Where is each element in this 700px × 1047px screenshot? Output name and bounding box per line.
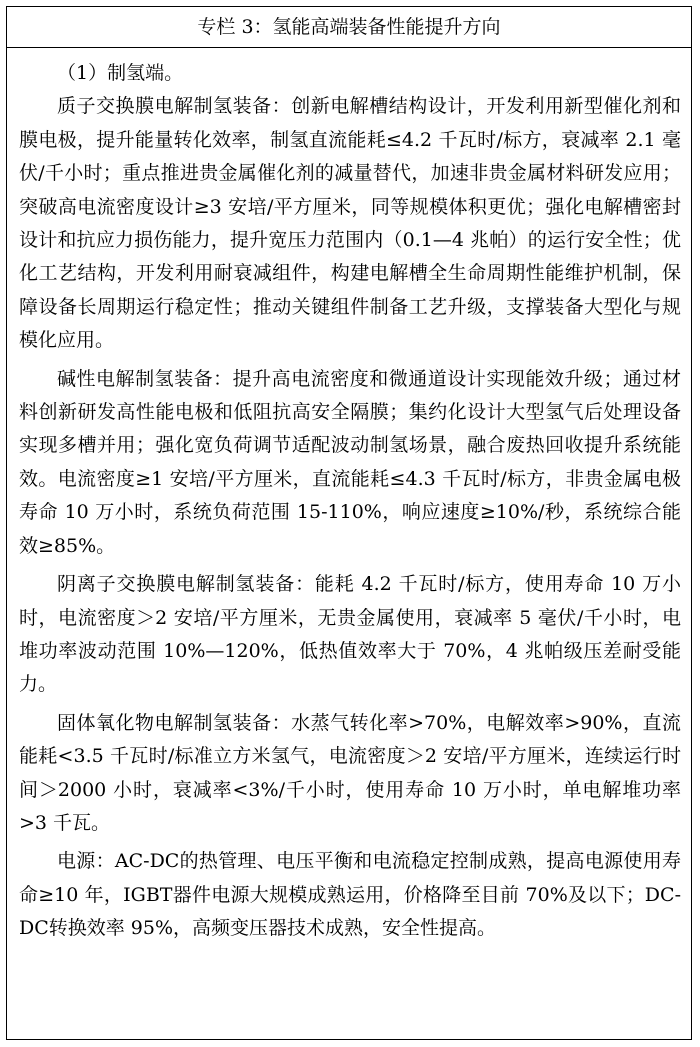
paragraph-power: 电源：AC-DC的热管理、电压平衡和电流稳定控制成熟，提高电源使用寿命≥10 年，IGBT器件电源大规模成熟运用，价格降至目前 70%及以下；DC-DC转换效率 95%，高频变压器技术成熟，安全性提高。 — [19, 850, 681, 940]
column-box — [6, 6, 692, 1040]
column-content — [7, 47, 691, 1039]
section-heading: （1）制氢端。 — [57, 62, 184, 84]
column-title: 专栏 3：氢能高端装备性能提升方向 — [7, 7, 691, 48]
paragraph-aem: 阴离子交换膜电解制氢装备：能耗 4.2 千瓦时/标方，使用寿命 10 万小时，电流密度＞2 安培/平方厘米，无贵金属使用，衰减率 5 毫伏/千小时，电堆功率波动范围 10%—120%，低热值效率大于 70%，4 兆帕级压差耐受能力。 — [19, 573, 681, 696]
paragraph-soec: 固体氧化物电解制氢装备：水蒸气转化率>70%，电解效率>90%，直流能耗<3.5 千瓦时/标准立方米氢气，电流密度＞2 安培/平方厘米，连续运行时间＞2000 小时，衰减率<3%/千小时，使用寿命 10 万小时，单电解堆功率>3 千瓦。 — [19, 711, 681, 834]
paragraph-alkaline: 碱性电解制氢装备：提升高电流密度和微通道设计实现能效升级；通过材料创新研发高性能电极和低阻抗高安全隔膜；集约化设计大型氢气后处理设备实现多槽并用；强化宽负荷调节适配波动制氢场景，融合废热回收提升系统能效。电流密度≥1 安培/平方厘米，直流能耗≤4.3 千瓦时/标方，非贵金属电极寿命 10 万小时，系统负荷范围 15-110%，响应速度≥10%/秒，系统综合能效≥85%。 — [19, 367, 681, 557]
paragraph-pem: 质子交换膜电解制氢装备：创新电解槽结构设计，开发利用新型催化剂和膜电极，提升能量转化效率，制氢直流能耗≤4.2 千瓦时/标方，衰减率 2.1 毫伏/千小时；重点推进贵金属催化剂的减量替代，加速非贵金属材料研发应用；突破高电流密度设计≥3 安培/平方厘米，同等规模体积更优；强化电解槽密封设计和抗应力损伤能力，提升宽压力范围内（0.1—4 兆帕）的运行安全性；优化工艺结构，开发利用耐衰减组件，构建电解槽全生命周期性能维护机制，保障设备长周期运行稳定性；推动关键组件制备工艺升级，支撑装备大型化与规模化应用。 — [19, 95, 681, 352]
